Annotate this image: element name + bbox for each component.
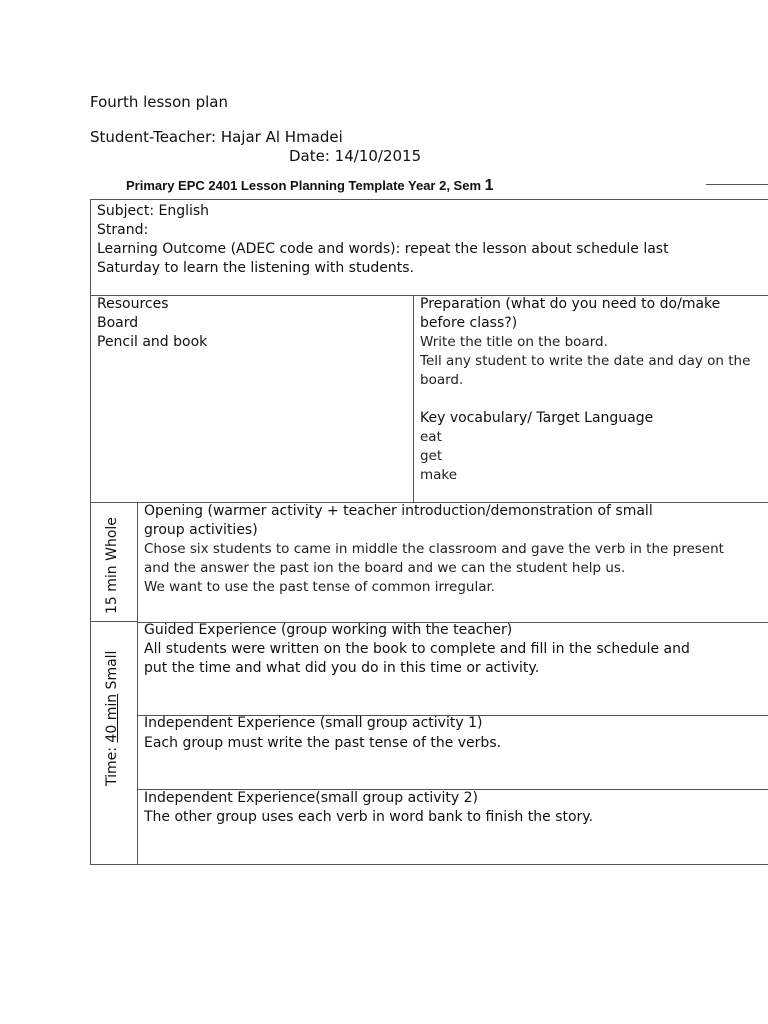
template-title: [126, 176, 494, 195]
vocabulary-item: make: [420, 467, 458, 483]
column-divider: [137, 502, 138, 865]
opening-line: We want to use the past tense of common irregular.: [144, 579, 496, 595]
opening-line: and the answer the past ion the board and we can the student help us.: [144, 560, 626, 576]
opening-heading: group activities): [144, 522, 258, 538]
opening-line: Chose six students to came in middle the classroom and gave the verb in the present: [144, 541, 724, 557]
resources-heading: Resources: [97, 296, 169, 312]
column-divider: [413, 295, 414, 503]
guided-line: All students were written on the book to complete and fill in the schedule and: [144, 641, 690, 657]
guided-line: put the time and what did you do in this time or activity.: [144, 660, 540, 676]
small-label: Small: [104, 650, 120, 694]
preparation-heading: Preparation (what do you need to do/make: [420, 296, 721, 312]
independent-2-line: The other group uses each verb in word bank to finish the story.: [144, 809, 594, 825]
learning-outcome-line: Learning Outcome (ADEC code and words): repeat the lesson about schedule last: [97, 241, 669, 257]
independent-2-heading: Independent Experience(small group activity 2): [144, 790, 478, 806]
strand-line: Strand:: [97, 222, 149, 238]
time-value: 40 min: [104, 693, 120, 743]
top-right-rule: [706, 184, 768, 185]
preparation-line: Tell any student to write the date and day on the: [420, 353, 751, 369]
student-teacher-line: Student-Teacher: Hajar Al Hmadei: [90, 128, 343, 146]
row-divider: [90, 621, 137, 622]
subject-line: Subject: English: [97, 203, 210, 219]
side-label-whole: 15 min Whole: [104, 517, 120, 614]
preparation-line: Write the title on the board.: [420, 334, 608, 350]
template-title-text: Primary EPC 2401 Lesson Planning Template Year 2, Sem: [126, 178, 482, 193]
preparation-line: board.: [420, 372, 464, 388]
date-line: Date: 14/10/2015: [289, 147, 422, 165]
learning-outcome-line: Saturday to learn the listening with students.: [97, 260, 414, 276]
vocabulary-heading: Key vocabulary/ Target Language: [420, 410, 654, 426]
independent-1-line: Each group must write the past tense of the verbs.: [144, 735, 502, 751]
template-sem-number: 1: [484, 177, 494, 194]
guided-heading: Guided Experience (group working with the teacher): [144, 622, 513, 638]
vocabulary-item: eat: [420, 429, 442, 445]
resource-item: Board: [97, 315, 139, 331]
independent-1-heading: Independent Experience (small group activity 1): [144, 715, 483, 731]
opening-heading: Opening (warmer activity + teacher introduction/demonstration of small: [144, 503, 653, 519]
vocabulary-item: get: [420, 448, 443, 464]
page-title: Fourth lesson plan: [90, 93, 228, 111]
time-prefix: Time:: [104, 742, 120, 786]
resource-item: Pencil and book: [97, 334, 208, 350]
preparation-heading: before class?): [420, 315, 518, 331]
side-label-time: [104, 651, 120, 786]
